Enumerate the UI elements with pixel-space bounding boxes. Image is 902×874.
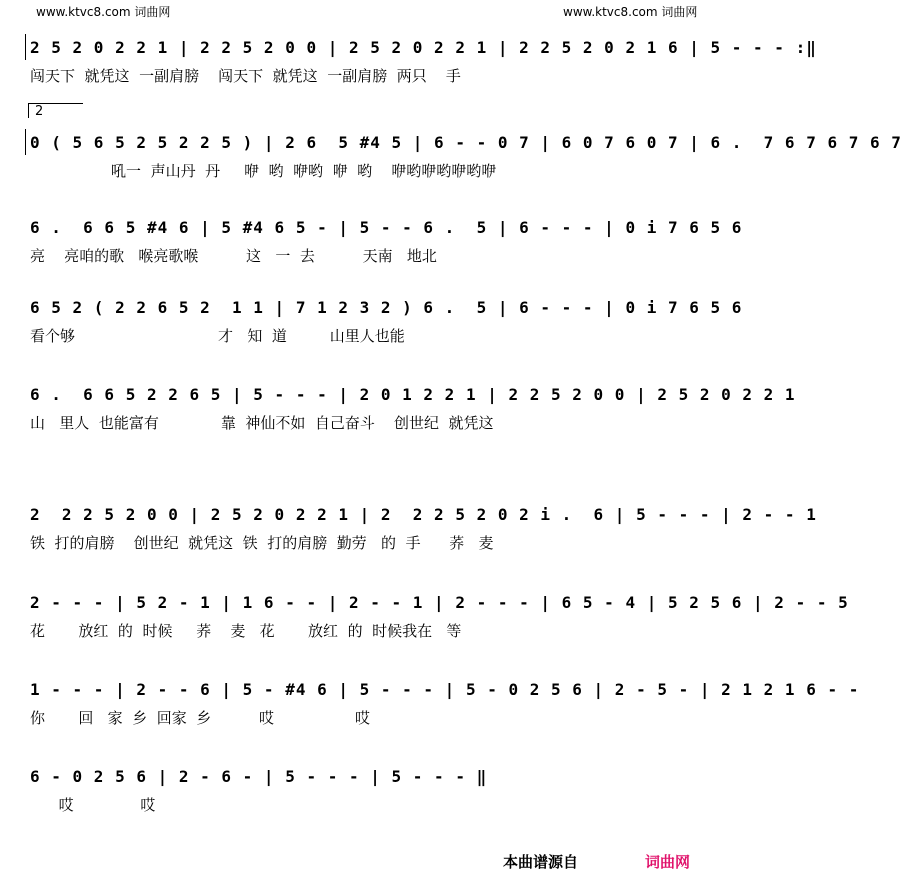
lyrics-line: 亮 亮咱的歌 喉亮歌喉 这 一 去 天南 地北 [30,247,437,265]
barline [25,34,26,60]
score-system-1 [0,38,817,108]
notes-line: 6 - 0 2 5 6 | 2 - 6 - | 5 - - - | 5 - - - ‖ [30,767,488,786]
notes-line: 2 - - - | 5 2 - 1 | 1 6 - - | 2 - - 1 | 2 - - - | 6 5 - 4 | 5 2 5 6 | 2 - - 5 [30,593,849,612]
footer-site-logo[interactable]: 词曲网 [645,853,691,871]
notes-line: 0 ( 5 6 5 2 5 2 2 5 ) | 2 6 5 #4 5 | 6 - - 0 7 | 6 0 7 6 0 7 | 6 . 7 6 7 6 7 6 7 [30,133,902,152]
notes-line: 6 . 6 6 5 #4 6 | 5 #4 6 5 - | 5 - - 6 . 5 | 6 - - - | 0 i 7 6 5 6 [30,218,743,237]
score-system-3 [0,218,743,288]
score-system-6 [0,505,817,575]
watermark-left: www.ktvc8.com 词曲网 [36,5,171,19]
score-system-5 [0,385,796,455]
lyrics-line: 看个够 才 知 道 山里人也能 [30,327,405,345]
lyrics-line: 铁 打的肩膀 创世纪 就凭这 铁 打的肩膀 勤劳 的 手 荞 麦 [30,534,494,552]
volta-bracket: 2 [28,103,83,118]
notes-line: 2 2 2 5 2 0 0 | 2 5 2 0 2 2 1 | 2 2 2 5 2 0 2 i . 6 | 5 - - - | 2 - - 1 [30,505,817,524]
lyrics-line: 吼一 声山丹 丹 咿 哟 咿哟 咿 哟 咿哟咿哟咿哟咿 [30,162,497,180]
lyrics-line: 你 回 家 乡 回家 乡 哎 哎 [30,709,371,727]
lyrics-line: 哎 哎 [30,796,156,814]
notes-line: 2 5 2 0 2 2 1 | 2 2 5 2 0 0 | 2 5 2 0 2 2 1 | 2 2 5 2 0 2 1 6 | 5 - - - :‖ [30,38,817,57]
score-system-4 [0,298,743,368]
notes-line: 1 - - - | 2 - - 6 | 5 - #4 6 | 5 - - - | 5 - 0 2 5 6 | 2 - 5 - | 2 1 2 1 6 - - [30,680,860,699]
score-system-2 [0,104,902,203]
watermark-right: www.ktvc8.com 词曲网 [563,5,698,19]
notes-line: 6 5 2 ( 2 2 6 5 2 1 1 | 7 1 2 3 2 ) 6 . 5 | 6 - - - | 0 i 7 6 5 6 [30,298,743,317]
score-system-9 [0,767,713,837]
lyrics-line: 闯天下 就凭这 一副肩膀 闯天下 就凭这 一副肩膀 两只 手 [30,67,461,85]
lyrics-line: 山 里人 也能富有 靠 神仙不如 自己奋斗 创世纪 就凭这 [30,414,494,432]
score-system-8 [0,680,860,750]
footer-source: 本曲谱源自 [503,853,579,871]
score-system-7 [0,593,849,663]
barline [25,129,26,155]
lyrics-line: 花 放红 的 时候 荞 麦 花 放红 的 时候我在 等 [30,622,462,640]
notes-line: 6 . 6 6 5 2 2 6 5 | 5 - - - | 2 0 1 2 2 1 | 2 2 5 2 0 0 | 2 5 2 0 2 2 1 [30,385,796,404]
